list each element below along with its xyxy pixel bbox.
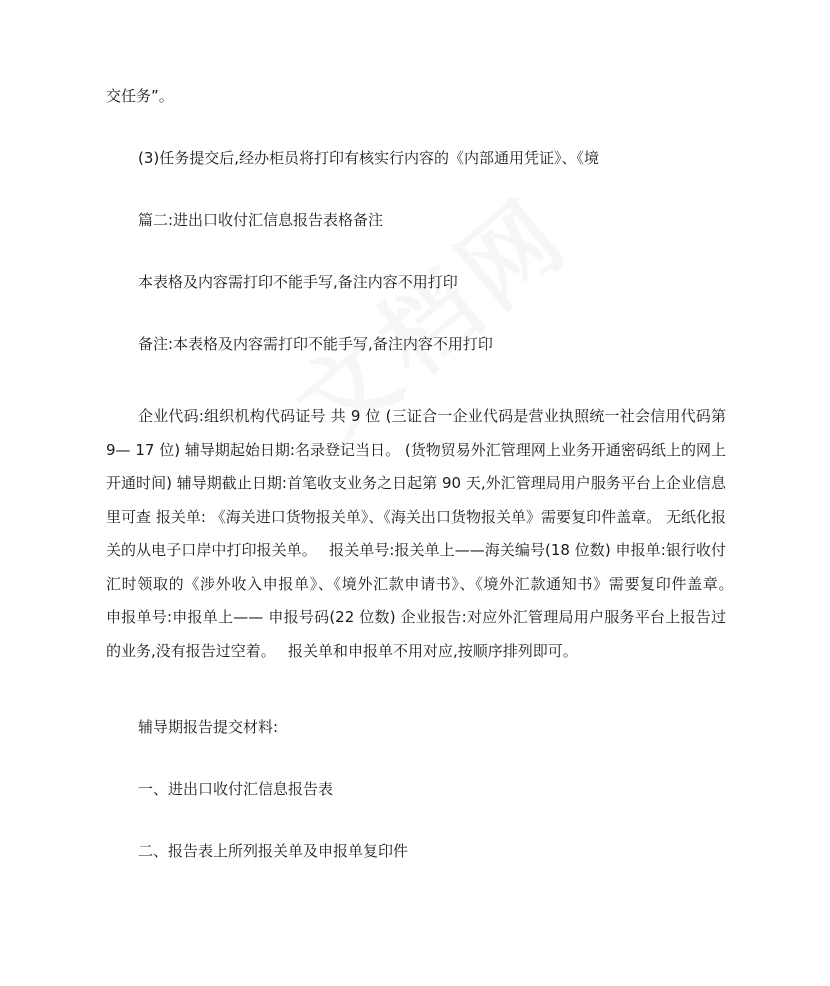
text-line-materials-heading: 辅导期报告提交材料: — [138, 718, 279, 736]
text-line-2: (3)任务提交后,经办柜员将打印有核实行内容的《内部通用凭证》、《境 — [138, 149, 600, 167]
text-line-4: 本表格及内容需打印不能手写,备注内容不用打印 — [138, 273, 458, 291]
body-paragraph: 企业代码:组织机构代码证号 共 9 位 (三证合一企业代码是营业执照统一社会信用代码第 9— 17 位) 辅导期起始日期:名录登记当日。 (货物贸易外汇管理网上业务开通密码纸上的网上开通时间) 辅导期截止日期:首笔收支业务之日起第 90 天,外汇管理局用户服务平台上企业信息里可查 报关单: 《海关进口货物报关单》、《海关出口货物报关单》需要复印件盖章。 无纸化报关的从电子口岸中打印报关单。 报关单号:报关单上——海关编号(18 位数) 申报单:银行收付汇时领取的《涉外收入申报单》、《境外汇款申请书》、《境外汇款通知书》需要复印件盖章。 申报单号:申报单上—— 申报号码(22 位数) 企业报告:对应外汇管理局用户服务平台上报告过的业务,没有报告过空着。 报关单和申报单不用对应,按顺序排列即可。 — [106, 407, 746, 660]
text-line-1: 交任务”。 — [106, 87, 174, 105]
text-line-5: 备注:本表格及内容需打印不能手写,备注内容不用打印 — [138, 335, 493, 353]
list-item-1: 一、进出口收付汇信息报告表 — [138, 780, 334, 798]
list-item-2: 二、报告表上所列报关单及申报单复印件 — [138, 842, 409, 860]
section-heading: 篇二:进出口收付汇信息报告表格备注 — [138, 211, 384, 229]
